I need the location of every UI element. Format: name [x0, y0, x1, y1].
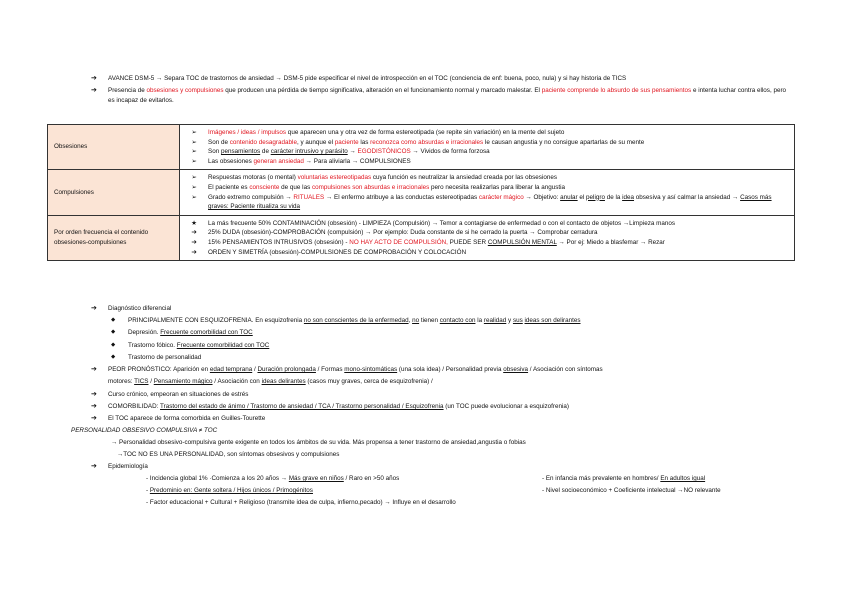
arrow-bullet-icon: ➔ [91, 415, 97, 422]
star-bullet-icon: ★ [191, 219, 197, 227]
item-text [208, 238, 788, 248]
text-run: El paciente es [208, 183, 250, 191]
underlined-text: no son conscientes de la enfermedad [303, 317, 409, 324]
text-run: motores: [108, 378, 135, 385]
ocd-table [47, 124, 795, 261]
highlight-text: voluntarias estereotipadas [297, 174, 372, 182]
text-run: tienen [419, 317, 440, 324]
row-content [180, 125, 795, 170]
underlined-text: carácter intrusivo y parásito [270, 148, 348, 156]
note-line [128, 341, 269, 350]
highlight-text: reconozca como absurdas e irracionales [370, 138, 484, 146]
list-item [180, 128, 788, 138]
note-line [108, 462, 148, 471]
text-run: Son [208, 148, 221, 156]
row-label: Por orden frecuencia el contenido obsesiones-compulsiones [48, 215, 180, 260]
note-line [128, 353, 201, 362]
text-run: / [252, 366, 258, 373]
note-line [542, 486, 721, 495]
underlined-text: sus [512, 317, 523, 324]
text-run: Diagnóstico diferencial [108, 305, 172, 312]
highlight-text: EGODISTÓNICOS [357, 148, 411, 156]
note-line [108, 365, 603, 374]
text-run: → [347, 148, 358, 156]
highlight-text: compulsiones son absurdas e irracionales [311, 183, 430, 191]
text-run: → Personalidad obsesivo-compulsiva gente exigente en todos los ámbitos de su vida. Más propensa a tener trastorno de ansiedad,angustia o fobias [111, 439, 526, 446]
note-line [542, 474, 705, 483]
item-text [208, 157, 788, 167]
text-run: - Factor educacional + Cultural + Religioso (transmite idea de culpa, infierno,pecado) → Influye en el desarrollo [146, 499, 456, 506]
item-text [208, 228, 788, 238]
text-run: - [146, 487, 150, 494]
underlined-text: realidad [483, 317, 507, 324]
chevron-bullet-icon: ➢ [191, 174, 197, 182]
underlined-text: anular [560, 193, 578, 201]
note-line [128, 316, 581, 325]
intro-avance [108, 74, 798, 84]
text-run: , y aunque el [296, 138, 335, 146]
underlined-text: En adultos igual [660, 475, 706, 482]
highlight-text: RITUALES [293, 193, 325, 201]
text-run: La más frecuente 50% CONTAMINACIÓN (obsesión) - LIMPIEZA (Compulsión) → Temor a contagiarse de enfermedad o con el contacto de objetos →Limpieza manos [208, 219, 675, 227]
row-content [180, 170, 795, 215]
arrow-bullet-icon: ➔ [91, 403, 97, 410]
underlined-text: Casos más graves: Paciente ritualiza su vida [208, 193, 772, 211]
underlined-text: Más grave en niños [288, 475, 344, 482]
list-item [180, 183, 788, 193]
chevron-bullet-icon: ➢ [191, 129, 197, 136]
text-run: de [260, 148, 271, 156]
text-run: que aparecen una y otra vez de forma estereotipada (se repite sin variación) en la mente del sujeto [286, 129, 565, 136]
text-run: cuya función es neutralizar la ansiedad creada por las obsesiones [371, 174, 557, 182]
text-run: Trastorno fóbico. [128, 342, 177, 349]
underlined-text: obsesiva [503, 366, 529, 373]
list-item [180, 173, 788, 183]
text-run: → El enfermo atribuye a las conductas estereotipadas [324, 193, 479, 201]
arrow-bullet-icon: ➔ [91, 391, 97, 398]
text-run: → Vividos de forma forzosa [410, 148, 490, 156]
note-line [108, 377, 433, 386]
text-run: - Incidencia global 1% ·Comienza a los 20 años → [146, 475, 289, 482]
text-run: - En infancia más prevalente en hombres/ [542, 475, 661, 482]
text-run: COMORBILIDAD: [108, 403, 161, 410]
arrow-bullet-icon: ➔ [91, 75, 97, 82]
underlined-text: edad temprana [209, 366, 253, 373]
underlined-text: peligro [586, 193, 605, 201]
text-run: PERSONALIDAD OBSESIVO COMPULSIVA ≠ TOC [71, 427, 218, 434]
note-line [108, 390, 248, 399]
text-run: PRINCIPALMENTE CON ESQUIZOFRENIA. En esquizofrenia [128, 317, 304, 324]
table-row-compulsiones [48, 170, 795, 215]
text-run: le causan angustia y no consigue apartarlas de su mente [483, 138, 645, 146]
underlined-text: Trastorno del estado de ánimo / Trastorno de ansiedad / TCA / Trastorno personalidad / Esquizofrenia [160, 403, 444, 410]
underlined-text: ideas delirantes [261, 378, 306, 385]
diamond-bullet-icon: ◆ [111, 342, 116, 348]
text-run: ORDEN Y SIMETRÍA (obsesión)-COMPULSIONES DE COMPROBACIÓN Y COLOCACIÓN [208, 248, 467, 256]
table-row-obsesiones [48, 125, 795, 170]
item-text [208, 147, 788, 157]
text-run: → Objetivo: [523, 193, 561, 201]
text-run: el [577, 193, 587, 201]
highlight-text: paciente [334, 138, 359, 146]
note-line [108, 304, 171, 313]
chevron-bullet-icon: ➢ [191, 148, 197, 156]
underlined-text: no [412, 317, 420, 324]
underlined-text: Predominio en: Gente soltera / Hijos únicos / Primogénitos [149, 487, 313, 494]
row-content [180, 215, 795, 260]
note-line [108, 414, 265, 423]
highlight-text: consciente [249, 183, 280, 191]
text-run: Trastorno de personalidad [128, 354, 202, 361]
text-run: 15% PENSAMIENTOS INTRUSIVOS (obsesión) - [208, 238, 350, 246]
underlined-text: COMPULSIÓN MENTAL [487, 238, 557, 246]
text-run: / [148, 378, 154, 385]
list-item [180, 138, 788, 148]
item-text [208, 248, 788, 258]
text-run: e intenta luchar contra ellos, pero es incapaz de evitarlos. [108, 87, 787, 104]
list-item [180, 157, 788, 167]
chevron-bullet-icon: ➢ [191, 138, 197, 146]
text-run: / Formas [315, 366, 345, 373]
diamond-bullet-icon: ◆ [111, 329, 116, 335]
underlined-text: idea [622, 193, 635, 201]
note-line [146, 474, 399, 483]
highlight-text: contenido desagradable [229, 138, 297, 146]
row-label: Compulsiones [48, 170, 180, 215]
text-run: AVANCE DSM-5 → Separa TOC de trastornos de ansiedad → DSM-5 pide especificar el nivel de introspección en el TOC (conciencia de enf: buena, poco, nula) y si hay historia de TICS [108, 75, 627, 82]
text-run: (una sola idea) / Personalidad previa [397, 366, 504, 373]
text-run: las [358, 138, 371, 146]
arrow-bullet-icon: ➔ [191, 248, 197, 256]
item-text [208, 138, 788, 148]
diamond-bullet-icon: ◆ [111, 317, 116, 323]
item-text [208, 128, 788, 138]
note-line [71, 426, 217, 435]
underlined-text: ideas son delirantes [524, 317, 581, 324]
note-line [111, 438, 526, 447]
text-run: → Por ej: Miedo a blasfemar → Rezar [556, 238, 665, 246]
note-line [117, 450, 339, 459]
text-run: que producen una pérdida de tiempo significativa, alteración en el funcionamiento normal y marcado malestar. El [223, 87, 542, 94]
text-run: la [475, 317, 484, 324]
underlined-text: Frecuente comorbilidad con TOC [160, 329, 253, 336]
text-run: / Raro en >50 años [343, 475, 400, 482]
highlight-text: carácter mágico [478, 193, 524, 201]
list-item [180, 248, 788, 258]
diamond-bullet-icon: ◆ [111, 354, 116, 360]
note-line [146, 486, 313, 495]
text-run: Las obsesiones [208, 157, 254, 165]
item-text [208, 183, 788, 193]
table-row-frecuencia [48, 215, 795, 260]
underlined-text: mono-sintomáticas [344, 366, 398, 373]
note-line [108, 402, 569, 411]
text-run: Son de [208, 138, 230, 146]
highlight-text: Imágenes / ideas / impulsos [208, 129, 287, 136]
text-run: El TOC aparece de forma comorbida en Guilles-Tourette [108, 415, 266, 422]
text-run: - Nivel socioeconómico + Coeficiente intelectual →NO relevante [542, 487, 721, 494]
list-item [180, 147, 788, 157]
note-line [128, 328, 253, 337]
text-run: 25% DUDA (obsesión)-COMPROBACIÓN (compulsión) → Por ejemplo: Duda constante de si he cerrado la puerta → Comprobar cerradura [208, 229, 598, 237]
text-run: de que las [279, 183, 312, 191]
highlight-text: NO HAY ACTO DE COMPULSIÓN, [349, 238, 448, 246]
list-item [180, 219, 788, 229]
text-run: PEOR PRONÓSTICO: Aparición en [108, 366, 210, 373]
arrow-bullet-icon: ➔ [91, 305, 97, 312]
intro-presencia [108, 86, 788, 105]
arrow-bullet-icon: ➔ [191, 238, 197, 246]
text-run: de la [604, 193, 623, 201]
text-run: pero necesita realizarlas para liberar la angustia [429, 183, 566, 191]
highlight-text: generan ansiedad [253, 157, 304, 165]
note-line [146, 498, 456, 507]
text-run: / Asociación con [212, 378, 262, 385]
item-text [208, 173, 788, 183]
text-run: PUEDE SER [447, 238, 488, 246]
underlined-text: TICS [134, 378, 149, 385]
text-run: , [408, 317, 413, 324]
underlined-text: Frecuente comorbilidad con TOC [176, 342, 270, 349]
text-run: / Asociación con síntomas [528, 366, 603, 373]
text-run: →TOC NO ES UNA PERSONALIDAD, son síntomas obsesivos y compulsiones [117, 451, 340, 458]
text-run: Depresión. [128, 329, 161, 336]
row-label: Obsesiones [48, 125, 180, 170]
list-item [180, 193, 788, 212]
text-run: obsesiva y así calmar la ansiedad → [634, 193, 741, 201]
list-item [180, 238, 788, 248]
text-run: y [506, 317, 513, 324]
underlined-text: pensamientos [220, 148, 261, 156]
text-run: (un TOC puede evolucionar a esquizofrenia) [443, 403, 569, 410]
text-run: Presencia de [108, 87, 147, 94]
chevron-bullet-icon: ➢ [191, 157, 197, 165]
arrow-bullet-icon: ➔ [191, 229, 197, 237]
highlight-text: obsesiones y compulsiones [146, 87, 224, 94]
arrow-bullet-icon: ➔ [91, 463, 97, 470]
text-run: → Para aliviarla → COMPULSIONES [303, 157, 411, 165]
list-item [180, 228, 788, 238]
text-run: Epidemiología [108, 463, 148, 470]
highlight-text: paciente comprende lo absurdo de sus pensamientos [541, 87, 692, 94]
text-run: Grado extremo compulsión → [208, 193, 294, 201]
underlined-text: Duración prolongada [257, 366, 316, 373]
underlined-text: Pensamiento mágico [153, 378, 213, 385]
text-run: (casos muy graves, cerca de esquizofrenia) / [305, 378, 433, 385]
underlined-text: contacto con [439, 317, 476, 324]
chevron-bullet-icon: ➢ [191, 193, 197, 201]
text-run: Respuestas motoras (o mental) [208, 174, 298, 182]
arrow-bullet-icon: ➔ [91, 87, 97, 94]
chevron-bullet-icon: ➢ [191, 183, 197, 191]
item-text [208, 219, 788, 229]
arrow-bullet-icon: ➔ [91, 366, 97, 373]
item-text [208, 193, 788, 212]
text-run: Curso crónico, empeoran en situaciones de estrés [108, 391, 249, 398]
